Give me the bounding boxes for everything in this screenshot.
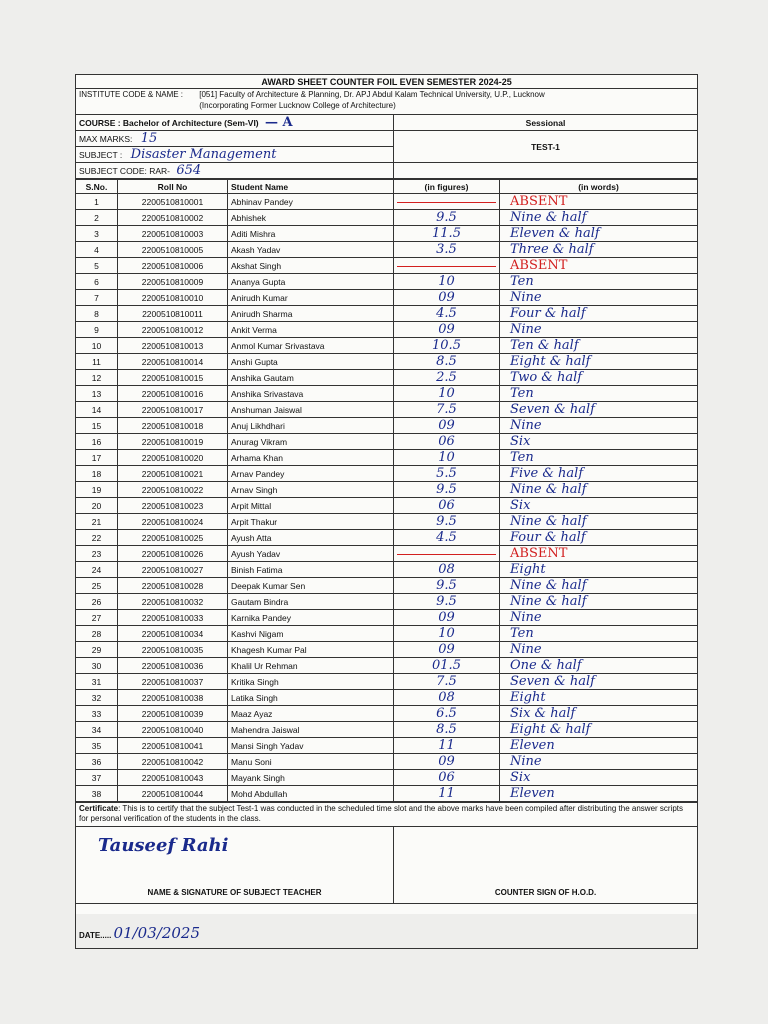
table-row (76, 226, 698, 242)
table-row (76, 578, 698, 594)
table-row (76, 498, 698, 514)
row-student-name: Anirudh Kumar (228, 290, 394, 306)
row-student-name: Ayush Yadav (228, 546, 394, 562)
row-sno: 23 (76, 546, 118, 562)
sessional-label: Sessional (394, 115, 698, 131)
row-sno: 15 (76, 418, 118, 434)
row-marks-words: Four & half (500, 306, 698, 322)
row-sno: 9 (76, 322, 118, 338)
row-marks-words: Two & half (500, 370, 698, 386)
row-sno: 13 (76, 386, 118, 402)
row-student-name: Abhinav Pandey (228, 194, 394, 210)
row-sno: 36 (76, 754, 118, 770)
row-marks-figures: 08 (394, 562, 500, 578)
row-sno: 24 (76, 562, 118, 578)
table-row (76, 354, 698, 370)
row-marks-figures: 4.5 (394, 306, 500, 322)
table-row (76, 450, 698, 466)
institute-cell (76, 89, 698, 115)
row-student-name: Anshika Srivastava (228, 386, 394, 402)
subject-value: Disaster Management (130, 147, 277, 162)
row-sno: 10 (76, 338, 118, 354)
row-student-name: Arnav Singh (228, 482, 394, 498)
row-marks-figures: 09 (394, 290, 500, 306)
subject-cell (76, 147, 394, 163)
row-marks-figures: 10 (394, 626, 500, 642)
row-marks-words: Eleven (500, 738, 698, 754)
institute-name: [051] Faculty of Architecture & Planning, Dr. APJ Abdul Kalam Technical University, U.P., Lucknow (199, 90, 545, 99)
row-sno: 22 (76, 530, 118, 546)
row-roll-no: 2200510810018 (118, 418, 228, 434)
row-roll-no: 2200510810024 (118, 514, 228, 530)
row-student-name: Anurag Vikram (228, 434, 394, 450)
row-marks-figures: 6.5 (394, 706, 500, 722)
row-marks-figures: 3.5 (394, 242, 500, 258)
row-marks-figures: 11.5 (394, 226, 500, 242)
row-sno: 34 (76, 722, 118, 738)
table-row (76, 402, 698, 418)
row-roll-no: 2200510810042 (118, 754, 228, 770)
row-roll-no: 2200510810010 (118, 290, 228, 306)
row-marks-words: Eleven (500, 786, 698, 802)
row-sno: 20 (76, 498, 118, 514)
row-marks-figures: 10.5 (394, 338, 500, 354)
row-student-name: Arnav Pandey (228, 466, 394, 482)
row-marks-figures: 09 (394, 754, 500, 770)
institute-label: INSTITUTE CODE & NAME : (79, 90, 184, 99)
row-roll-no: 2200510810016 (118, 386, 228, 402)
row-marks-figures: 5.5 (394, 466, 500, 482)
award-sheet (75, 74, 697, 942)
table-row (76, 658, 698, 674)
row-sno: 11 (76, 354, 118, 370)
row-marks-figures: 8.5 (394, 354, 500, 370)
row-marks-words: Ten (500, 450, 698, 466)
col-words: (in words) (500, 180, 698, 194)
row-student-name: Kashvi Nigam (228, 626, 394, 642)
row-student-name: Binish Fatima (228, 562, 394, 578)
row-student-name: Mansi Singh Yadav (228, 738, 394, 754)
row-roll-no: 2200510810025 (118, 530, 228, 546)
row-student-name: Akshat Singh (228, 258, 394, 274)
row-marks-figures: 9.5 (394, 594, 500, 610)
row-sno: 30 (76, 658, 118, 674)
row-roll-no: 2200510810019 (118, 434, 228, 450)
row-roll-no: 2200510810013 (118, 338, 228, 354)
row-marks-words: Five & half (500, 466, 698, 482)
row-student-name: Maaz Ayaz (228, 706, 394, 722)
row-sno: 26 (76, 594, 118, 610)
teacher-label: NAME & SIGNATURE OF SUBJECT TEACHER (147, 888, 322, 897)
row-student-name: Aditi Mishra (228, 226, 394, 242)
table-row (76, 418, 698, 434)
table-row (76, 514, 698, 530)
row-marks-words: Eight & half (500, 354, 698, 370)
row-sno: 5 (76, 258, 118, 274)
row-roll-no: 2200510810027 (118, 562, 228, 578)
header-table (75, 74, 698, 179)
row-student-name: Mahendra Jaiswal (228, 722, 394, 738)
row-marks-words: Nine (500, 322, 698, 338)
row-roll-no: 2200510810003 (118, 226, 228, 242)
row-marks-figures: 7.5 (394, 674, 500, 690)
row-sno: 16 (76, 434, 118, 450)
row-roll-no: 2200510810033 (118, 610, 228, 626)
row-roll-no: 2200510810032 (118, 594, 228, 610)
row-marks-words: Ten & half (500, 338, 698, 354)
subject-code-cell (76, 163, 394, 179)
row-roll-no: 2200510810026 (118, 546, 228, 562)
row-sno: 12 (76, 370, 118, 386)
row-student-name: Ananya Gupta (228, 274, 394, 290)
table-row (76, 770, 698, 786)
row-marks-figures: 4.5 (394, 530, 500, 546)
row-sno: 3 (76, 226, 118, 242)
row-student-name: Anmol Kumar Srivastava (228, 338, 394, 354)
row-marks-figures (394, 258, 500, 274)
footer-table (75, 802, 698, 949)
table-row (76, 642, 698, 658)
row-student-name: Karnika Pandey (228, 610, 394, 626)
row-marks-figures: 7.5 (394, 402, 500, 418)
table-row (76, 738, 698, 754)
row-roll-no: 2200510810038 (118, 690, 228, 706)
marks-rows (76, 194, 698, 802)
row-student-name: Manu Soni (228, 754, 394, 770)
row-marks-words: Nine (500, 610, 698, 626)
row-marks-words: ABSENT (500, 194, 698, 210)
row-marks-words: Nine (500, 754, 698, 770)
table-row (76, 370, 698, 386)
row-marks-words: Nine (500, 418, 698, 434)
col-name: Student Name (228, 180, 394, 194)
row-marks-words: Six (500, 498, 698, 514)
row-marks-words: Nine & half (500, 594, 698, 610)
row-roll-no: 2200510810034 (118, 626, 228, 642)
course-cell (76, 115, 394, 131)
row-marks-words: Eleven & half (500, 226, 698, 242)
teacher-signature: Tauseef Rahi (98, 835, 229, 856)
table-row (76, 482, 698, 498)
col-sno: S.No. (76, 180, 118, 194)
row-marks-words: Seven & half (500, 674, 698, 690)
row-roll-no: 2200510810009 (118, 274, 228, 290)
row-sno: 29 (76, 642, 118, 658)
row-student-name: Ankit Verma (228, 322, 394, 338)
row-student-name: Mayank Singh (228, 770, 394, 786)
row-marks-words: Six (500, 770, 698, 786)
row-marks-figures: 9.5 (394, 514, 500, 530)
row-marks-figures (394, 194, 500, 210)
row-sno: 21 (76, 514, 118, 530)
row-marks-words: ABSENT (500, 546, 698, 562)
row-marks-figures: 09 (394, 642, 500, 658)
row-marks-words: Nine & half (500, 210, 698, 226)
row-marks-words: Nine & half (500, 514, 698, 530)
table-row (76, 754, 698, 770)
row-marks-words: Three & half (500, 242, 698, 258)
row-sno: 14 (76, 402, 118, 418)
row-sno: 7 (76, 290, 118, 306)
row-sno: 4 (76, 242, 118, 258)
row-marks-words: Nine & half (500, 482, 698, 498)
row-student-name: Abhishek (228, 210, 394, 226)
row-sno: 6 (76, 274, 118, 290)
row-student-name: Mohd Abdullah (228, 786, 394, 802)
absent-strike-line (397, 202, 496, 203)
row-marks-figures: 10 (394, 386, 500, 402)
table-row (76, 562, 698, 578)
row-roll-no: 2200510810017 (118, 402, 228, 418)
hod-label: COUNTER SIGN OF H.O.D. (494, 888, 597, 897)
table-row (76, 610, 698, 626)
row-marks-figures: 9.5 (394, 210, 500, 226)
row-student-name: Khalil Ur Rehman (228, 658, 394, 674)
table-row (76, 546, 698, 562)
course-label: COURSE : Bachelor of Architecture (Sem-VI) (79, 118, 259, 128)
table-row (76, 210, 698, 226)
row-marks-figures: 09 (394, 322, 500, 338)
max-marks-cell (76, 131, 394, 147)
institute-note: (Incorporating Former Lucknow College of Architecture) (199, 101, 396, 110)
max-marks-value: 15 (140, 131, 158, 146)
row-marks-figures: 06 (394, 434, 500, 450)
row-roll-no: 2200510810041 (118, 738, 228, 754)
row-roll-no: 2200510810005 (118, 242, 228, 258)
row-roll-no: 2200510810022 (118, 482, 228, 498)
subject-code-value: 654 (176, 163, 202, 178)
col-figures: (in figures) (394, 180, 500, 194)
row-marks-figures: 9.5 (394, 482, 500, 498)
row-marks-words: Eight & half (500, 722, 698, 738)
row-marks-figures: 9.5 (394, 578, 500, 594)
row-sno: 27 (76, 610, 118, 626)
row-marks-words: Eight (500, 690, 698, 706)
row-marks-figures: 8.5 (394, 722, 500, 738)
absent-strike-line (397, 554, 496, 555)
table-row (76, 322, 698, 338)
row-student-name: Ayush Atta (228, 530, 394, 546)
row-sno: 19 (76, 482, 118, 498)
row-student-name: Gautam Bindra (228, 594, 394, 610)
table-row (76, 386, 698, 402)
row-marks-figures: 2.5 (394, 370, 500, 386)
row-roll-no: 2200510810037 (118, 674, 228, 690)
subject-label: SUBJECT : (79, 150, 123, 160)
row-marks-figures: 11 (394, 786, 500, 802)
row-sno: 18 (76, 466, 118, 482)
certificate (76, 803, 698, 827)
row-sno: 35 (76, 738, 118, 754)
row-marks-words: Eight (500, 562, 698, 578)
course-section: — A (265, 115, 293, 130)
row-sno: 25 (76, 578, 118, 594)
row-roll-no: 2200510810036 (118, 658, 228, 674)
row-roll-no: 2200510810020 (118, 450, 228, 466)
row-marks-figures: 09 (394, 610, 500, 626)
row-student-name: Anshika Gautam (228, 370, 394, 386)
row-sno: 2 (76, 210, 118, 226)
date-value: 01/03/2025 (113, 924, 200, 942)
table-row (76, 594, 698, 610)
table-row (76, 530, 698, 546)
table-row (76, 466, 698, 482)
row-student-name: Arpit Thakur (228, 514, 394, 530)
row-marks-figures: 11 (394, 738, 500, 754)
row-student-name: Khagesh Kumar Pal (228, 642, 394, 658)
blank-cell (394, 163, 698, 179)
row-marks-words: ABSENT (500, 258, 698, 274)
row-marks-figures: 06 (394, 770, 500, 786)
row-sno: 1 (76, 194, 118, 210)
table-row (76, 706, 698, 722)
row-roll-no: 2200510810002 (118, 210, 228, 226)
row-roll-no: 2200510810006 (118, 258, 228, 274)
table-row (76, 434, 698, 450)
row-sno: 37 (76, 770, 118, 786)
row-marks-figures (394, 546, 500, 562)
row-roll-no: 2200510810044 (118, 786, 228, 802)
row-roll-no: 2200510810021 (118, 466, 228, 482)
row-roll-no: 2200510810028 (118, 578, 228, 594)
row-student-name: Deepak Kumar Sen (228, 578, 394, 594)
row-roll-no: 2200510810035 (118, 642, 228, 658)
row-marks-words: Nine (500, 290, 698, 306)
row-marks-figures: 10 (394, 450, 500, 466)
row-roll-no: 2200510810014 (118, 354, 228, 370)
row-sno: 33 (76, 706, 118, 722)
row-marks-figures: 10 (394, 274, 500, 290)
table-row (76, 690, 698, 706)
row-sno: 38 (76, 786, 118, 802)
row-marks-words: Ten (500, 274, 698, 290)
row-roll-no: 2200510810012 (118, 322, 228, 338)
row-student-name: Arpit Mittal (228, 498, 394, 514)
row-roll-no: 2200510810043 (118, 770, 228, 786)
row-sno: 31 (76, 674, 118, 690)
teacher-signature-cell (76, 827, 394, 904)
row-marks-words: Six & half (500, 706, 698, 722)
row-roll-no: 2200510810011 (118, 306, 228, 322)
row-marks-figures: 09 (394, 418, 500, 434)
row-marks-words: Four & half (500, 530, 698, 546)
row-marks-words: Ten (500, 386, 698, 402)
table-row (76, 306, 698, 322)
row-student-name: Anirudh Sharma (228, 306, 394, 322)
table-row (76, 722, 698, 738)
row-marks-words: Nine (500, 642, 698, 658)
table-row (76, 786, 698, 802)
row-student-name: Latika Singh (228, 690, 394, 706)
row-marks-figures: 08 (394, 690, 500, 706)
row-marks-figures: 01.5 (394, 658, 500, 674)
row-student-name: Kritika Singh (228, 674, 394, 690)
row-roll-no: 2200510810023 (118, 498, 228, 514)
marks-table (75, 179, 698, 802)
row-marks-figures: 06 (394, 498, 500, 514)
row-student-name: Anuj Likhdhari (228, 418, 394, 434)
row-roll-no: 2200510810040 (118, 722, 228, 738)
row-marks-words: Ten (500, 626, 698, 642)
row-roll-no: 2200510810015 (118, 370, 228, 386)
date-label: DATE..... (79, 931, 112, 940)
row-sno: 8 (76, 306, 118, 322)
row-student-name: Arhama Khan (228, 450, 394, 466)
date-cell (76, 904, 698, 949)
row-student-name: Akash Yadav (228, 242, 394, 258)
absent-strike-line (397, 266, 496, 267)
certificate-label: Certificate (79, 804, 119, 813)
table-row (76, 674, 698, 690)
table-row (76, 242, 698, 258)
row-marks-words: Six (500, 434, 698, 450)
row-roll-no: 2200510810001 (118, 194, 228, 210)
table-row (76, 338, 698, 354)
subject-code-label: SUBJECT CODE: RAR- (79, 166, 170, 176)
row-sno: 28 (76, 626, 118, 642)
max-marks-label: MAX MARKS: (79, 134, 133, 144)
table-row (76, 626, 698, 642)
sheet-title: AWARD SHEET COUNTER FOIL EVEN SEMESTER 2024-25 (76, 75, 698, 89)
row-marks-words: Nine & half (500, 578, 698, 594)
test-label: TEST-1 (394, 131, 698, 163)
row-marks-words: One & half (500, 658, 698, 674)
col-roll: Roll No (118, 180, 228, 194)
row-student-name: Anshuman Jaiswal (228, 402, 394, 418)
row-roll-no: 2200510810039 (118, 706, 228, 722)
table-row (76, 290, 698, 306)
hod-sign-cell (394, 827, 698, 904)
table-row (76, 274, 698, 290)
certificate-text: : This is to certify that the subject Test-1 was conducted in the scheduled time slot and the above marks have been compiled after distributing the answer scripts for personal verification of the students in the class. (79, 804, 684, 823)
row-sno: 17 (76, 450, 118, 466)
row-marks-words: Seven & half (500, 402, 698, 418)
table-row (76, 258, 698, 274)
row-student-name: Anshi Gupta (228, 354, 394, 370)
table-row (76, 194, 698, 210)
row-sno: 32 (76, 690, 118, 706)
